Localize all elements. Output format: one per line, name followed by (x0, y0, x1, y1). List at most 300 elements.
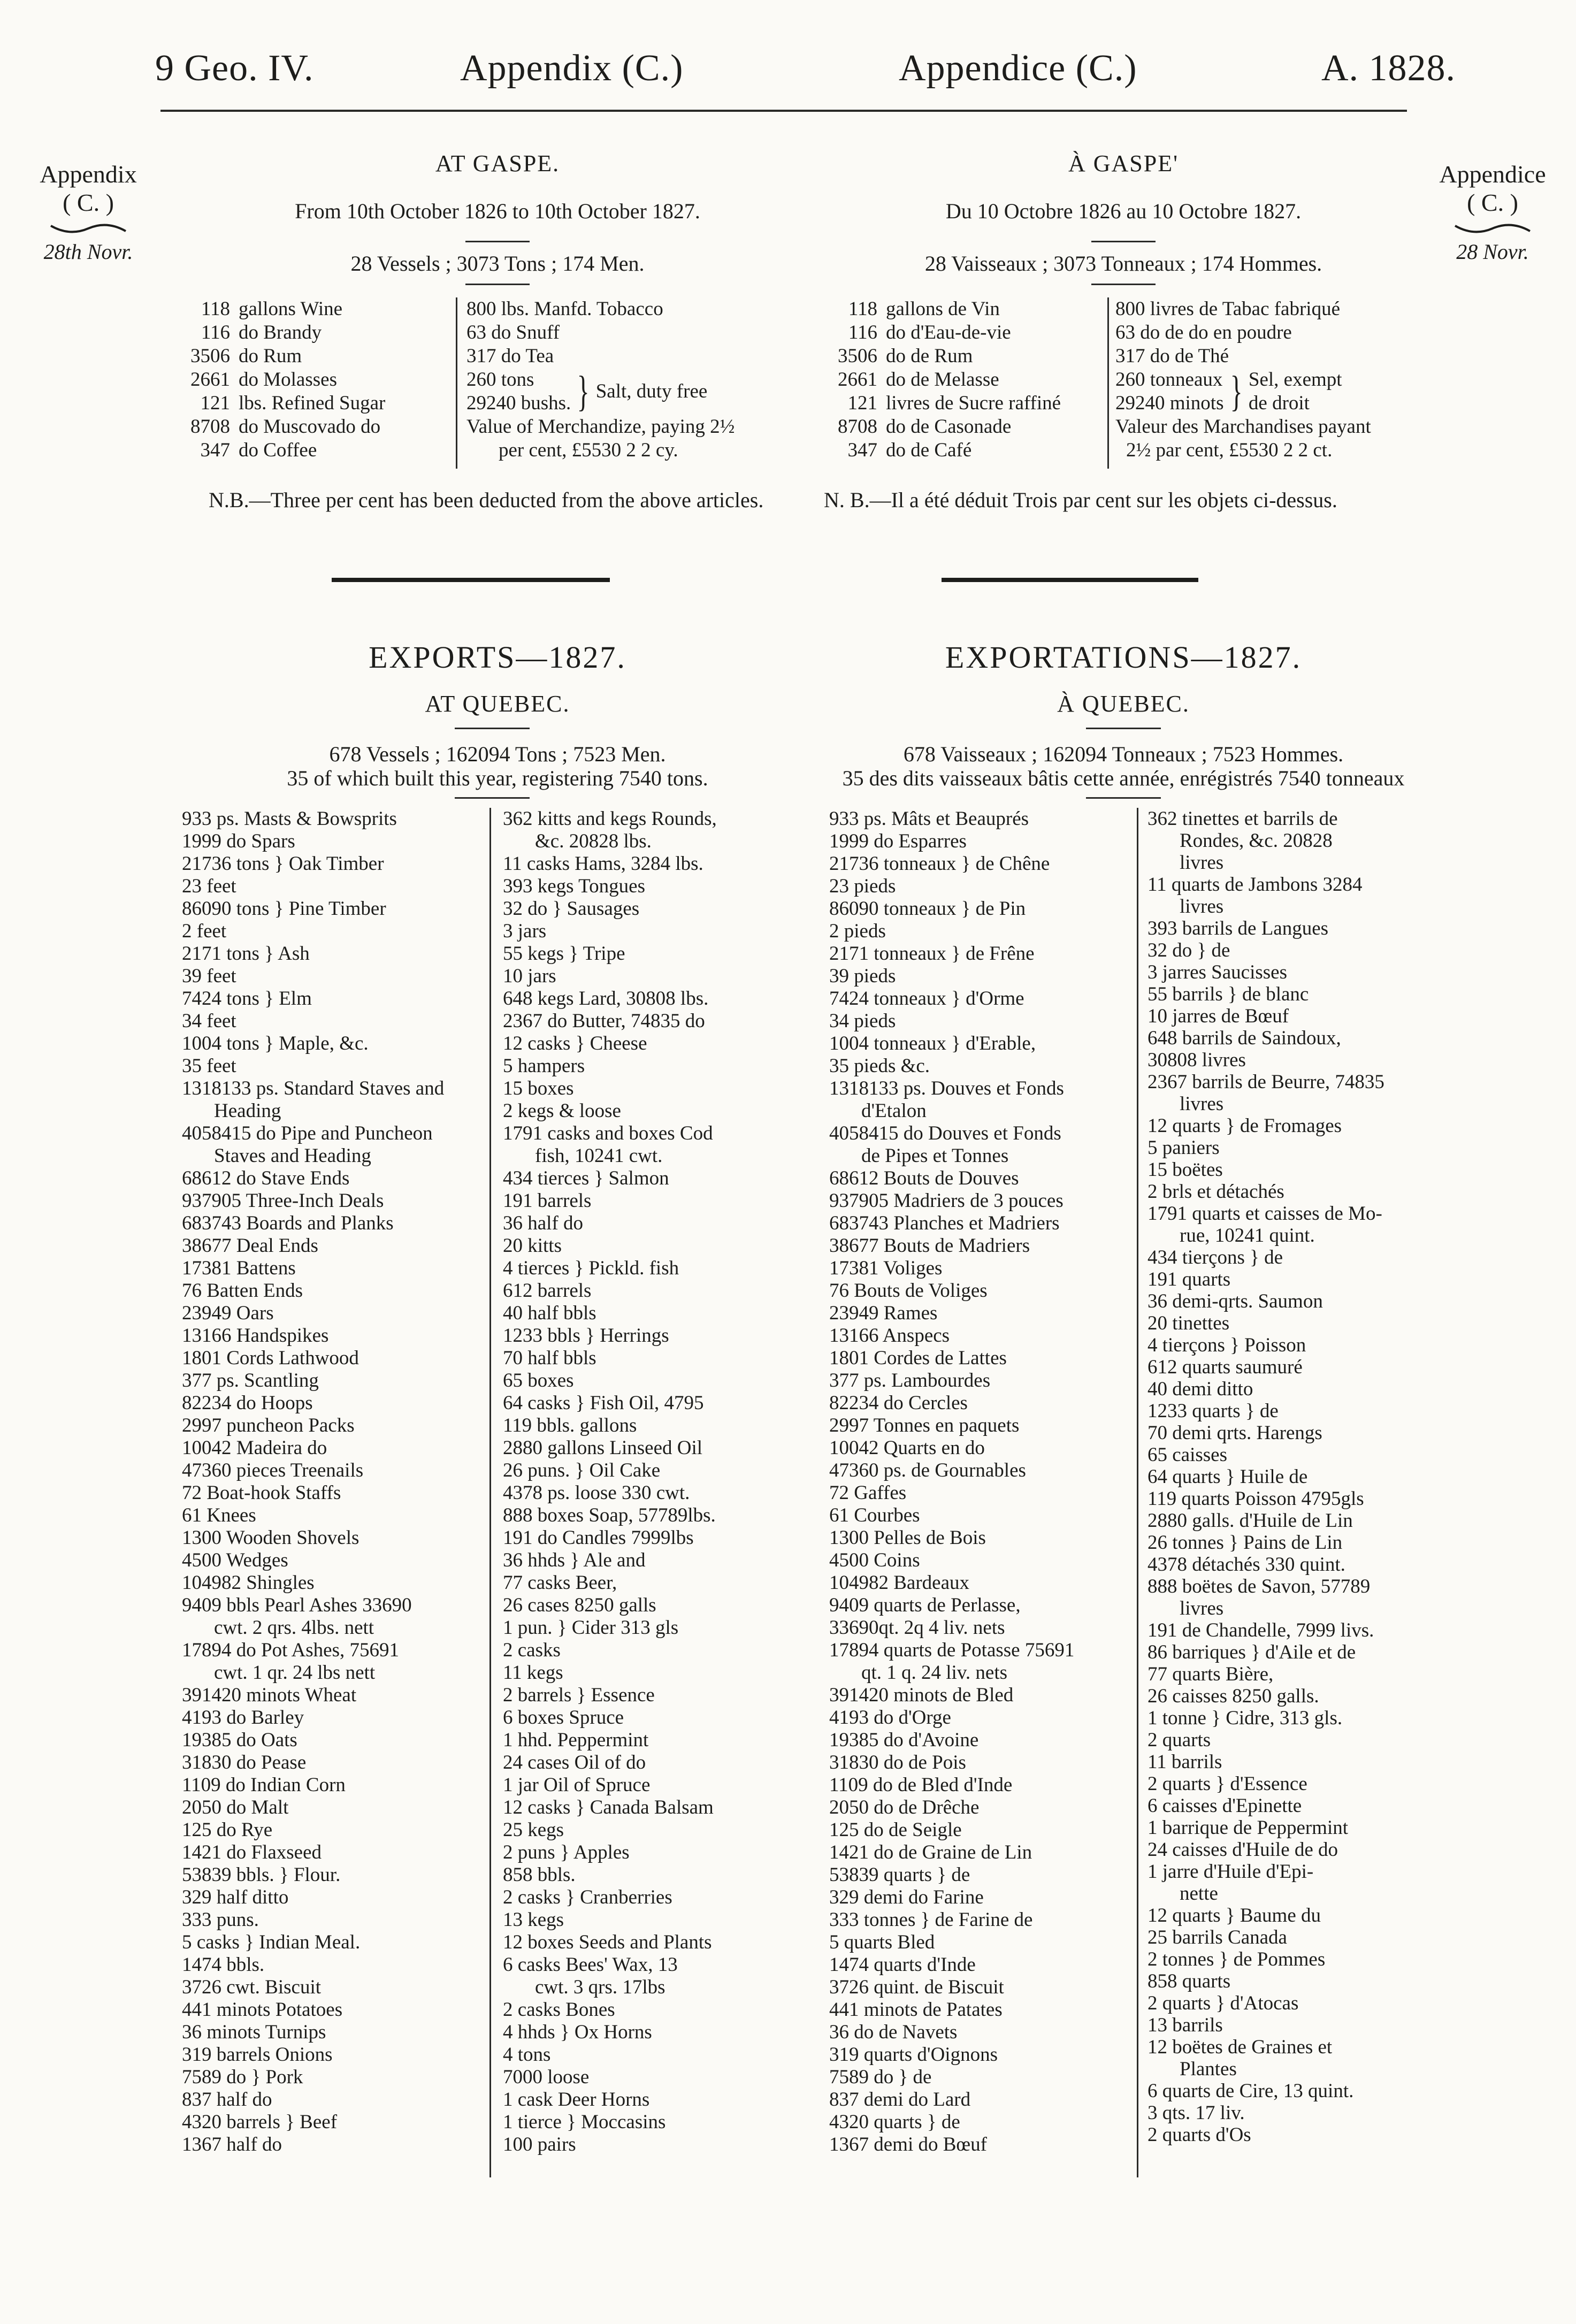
exports-en-short-rule (455, 797, 530, 799)
gaspe-fr-salt-bushels: 29240 minots (1115, 392, 1224, 414)
export-line: 1300 Pelles de Bois (829, 1527, 986, 1549)
export-line: livres (1180, 1597, 1224, 1619)
export-line: 2880 gallons Linseed Oil (503, 1437, 703, 1459)
export-line: 77 quarts Bière, (1147, 1663, 1274, 1685)
export-line: 191 do Candles 7999lbs (503, 1527, 694, 1549)
item-description: do de Melasse (886, 369, 999, 391)
export-line: 76 Bouts de Voliges (829, 1280, 988, 1302)
list-item (824, 439, 1102, 462)
exports-fr-summary: 678 Vaisseaux ; 162094 Tonneaux ; 7523 Hommes. (903, 742, 1344, 766)
export-line: 937905 Madriers de 3 pouces (829, 1190, 1064, 1212)
export-line: 36 do de Navets (829, 2021, 958, 2043)
gaspe-en-period: From 10th October 1826 to 10th October 1827. (295, 199, 700, 223)
export-line: 2171 tons } Ash (182, 943, 310, 965)
export-line: 26 cases 8250 galls (503, 1594, 656, 1616)
export-line: 2050 do Malt (182, 1796, 289, 1818)
export-line: 1421 do Flaxseed (182, 1841, 322, 1863)
export-line: 2367 barrils de Beurre, 74835 (1147, 1071, 1384, 1093)
export-line: 2 barrels } Essence (503, 1684, 655, 1706)
export-line: 64 quarts } Huile de (1147, 1466, 1308, 1488)
item-quantity: 3506 (838, 345, 877, 367)
export-line: Plantes (1180, 2058, 1237, 2080)
export-line: 119 quarts Poisson 4795gls (1147, 1488, 1364, 1510)
export-line: 15 boëtes (1147, 1159, 1223, 1181)
export-line: 683743 Planches et Madriers (829, 1212, 1060, 1234)
export-line: 4320 barrels } Beef (182, 2111, 338, 2133)
export-line: 319 barrels Onions (182, 2044, 333, 2066)
export-line: 837 demi do Lard (829, 2089, 971, 2111)
export-line: 612 barrels (503, 1280, 592, 1302)
export-line: 191 barrels (503, 1190, 592, 1212)
export-line: 441 minots Potatoes (182, 1999, 343, 2021)
export-line: 6 quarts de Cire, 13 quint. (1147, 2080, 1354, 2102)
export-line: 434 tierces } Salmon (503, 1167, 669, 1189)
item-quantity: 121 (200, 392, 230, 414)
export-line: 9409 quarts de Perlasse, (829, 1594, 1021, 1616)
export-line: 82234 do Cercles (829, 1392, 968, 1414)
exports-en-summary: 678 Vessels ; 162094 Tons ; 7523 Men. (329, 742, 666, 766)
export-line: 65 caisses (1147, 1444, 1227, 1466)
export-line: 333 puns. (182, 1909, 259, 1931)
list-item (177, 368, 455, 392)
gaspe-en-divider (456, 297, 457, 469)
export-line: 5 quarts Bled (829, 1931, 935, 1953)
export-line: 391420 minots de Bled (829, 1684, 1014, 1706)
export-line: 125 do Rye (182, 1819, 273, 1841)
export-line: 1 jar Oil of Spruce (503, 1774, 651, 1796)
export-line: 2 quarts (1147, 1729, 1211, 1751)
item-description: do Coffee (239, 439, 317, 461)
margin-right-note (1426, 160, 1559, 264)
export-line: 683743 Boards and Planks (182, 1212, 394, 1234)
export-line: 23 pieds (829, 875, 896, 897)
item-description: lbs. Refined Sugar (239, 392, 386, 414)
export-line: 1474 bbls. (182, 1954, 265, 1976)
item-quantity: 3506 (190, 345, 230, 367)
item-description: do de Rum (886, 345, 973, 367)
export-line: 39 feet (182, 965, 236, 987)
gaspe-en-short-rule (465, 241, 530, 242)
export-line: 3 qts. 17 liv. (1147, 2102, 1245, 2124)
export-line: 104982 Bardeaux (829, 1572, 970, 1594)
exports-fr-title: EXPORTATIONS—1827. (945, 640, 1302, 675)
export-line: 888 boëtes de Savon, 57789 (1147, 1576, 1371, 1597)
export-line: 9409 bbls Pearl Ashes 33690 (182, 1594, 412, 1616)
export-line: 7589 do } Pork (182, 2066, 303, 2088)
export-line: 7424 tonneaux } d'Orme (829, 988, 1024, 1010)
export-line: 1 cask Deer Horns (503, 2089, 650, 2111)
item-quantity: 116 (848, 322, 877, 343)
export-line: 23 feet (182, 875, 236, 897)
export-line: 319 quarts d'Oignons (829, 2044, 998, 2066)
export-line: Staves and Heading (214, 1145, 371, 1167)
export-line: 12 quarts } de Fromages (1147, 1115, 1342, 1137)
item-description: do Molasses (239, 369, 337, 391)
export-line: 4378 détachés 330 quint. (1147, 1554, 1345, 1576)
export-line: 4193 do Barley (182, 1707, 304, 1729)
export-line: 119 bbls. gallons (503, 1415, 637, 1436)
export-line: 937905 Three-Inch Deals (182, 1190, 384, 1212)
item-quantity: 118 (848, 298, 877, 320)
export-line: 17894 do Pot Ashes, 75691 (182, 1639, 400, 1661)
header-rule (160, 110, 1407, 112)
export-line: 104982 Shingles (182, 1572, 315, 1594)
export-line: 4 hhds } Ox Horns (503, 2021, 652, 2043)
gaspe-en-salt-label: Salt, duty free (595, 380, 708, 402)
export-line: 612 quarts saumuré (1147, 1356, 1303, 1378)
export-line: 35 feet (182, 1055, 236, 1077)
export-line: 333 tonnes } de Farine de (829, 1909, 1033, 1931)
export-line: 34 feet (182, 1010, 236, 1032)
exports-en-divider (489, 808, 491, 2177)
margin-left-title: Appendix (40, 160, 137, 188)
gaspe-en-item: 317 do Tea (466, 345, 554, 367)
gaspe-en-value: Value of Merchandize, paying 2½ (466, 416, 735, 438)
export-line: 32 do } de (1147, 939, 1230, 961)
export-line: livres (1180, 852, 1224, 874)
export-line: &c. 20828 lbs. (535, 830, 652, 852)
exports-fr-subtitle: À QUEBEC. (1057, 691, 1190, 717)
export-line: 72 Boat-hook Staffs (182, 1482, 341, 1504)
export-line: 362 kitts and kegs Rounds, (503, 808, 717, 830)
export-line: de Pipes et Tonnes (861, 1145, 1009, 1167)
export-line: 17381 Voliges (829, 1257, 943, 1279)
export-line: 1 hhd. Peppermint (503, 1729, 649, 1751)
export-line: 47360 ps. de Gournables (829, 1459, 1026, 1481)
export-line: 1421 do de Graine de Lin (829, 1841, 1032, 1863)
export-line: 12 quarts } Baume du (1147, 1905, 1321, 1927)
export-line: 2 quarts } d'Atocas (1147, 1992, 1299, 2014)
export-line: 12 casks } Canada Balsam (503, 1796, 714, 1818)
export-line: 933 ps. Mâts et Beauprés (829, 808, 1029, 830)
export-line: 26 tonnes } Pains de Lin (1147, 1532, 1343, 1554)
export-line: 15 boxes (503, 1077, 574, 1099)
export-line: 329 half ditto (182, 1886, 289, 1908)
header-regnal-year: 9 Geo. IV. (155, 48, 314, 89)
export-line: 20 tinettes (1147, 1312, 1230, 1334)
export-line: 31830 do Pease (182, 1752, 307, 1773)
header-appendix-en: Appendix (C.) (460, 48, 684, 89)
export-line: Heading (214, 1100, 281, 1122)
export-line: 191 quarts (1147, 1268, 1231, 1290)
export-line: 2 brls et détachés (1147, 1181, 1284, 1203)
margin-left-date: 28th Novr. (43, 239, 133, 264)
margin-right-date: 28 Novr. (1456, 239, 1529, 264)
item-quantity: 116 (201, 322, 230, 343)
export-line: 19385 do Oats (182, 1729, 297, 1751)
gaspe-fr-salt-tons: 260 tonneaux (1115, 369, 1223, 391)
export-line: 2 casks Bones (503, 1999, 615, 2021)
export-line: 4500 Wedges (182, 1549, 288, 1571)
export-line: 1367 half do (182, 2134, 282, 2155)
gaspe-fr-salt-label: Sel, exempt (1248, 369, 1342, 391)
exports-en-col1 (182, 808, 487, 2156)
export-line: 34 pieds (829, 1010, 896, 1032)
export-line: 32 do } Sausages (503, 898, 640, 920)
export-line: livres (1180, 1093, 1224, 1115)
export-line: 76 Batten Ends (182, 1280, 303, 1302)
list-item (177, 297, 455, 321)
export-line: 1 tierce } Moccasins (503, 2111, 666, 2133)
margin-right-letter: ( C. ) (1467, 188, 1518, 216)
item-quantity: 2661 (838, 369, 877, 391)
export-line: 10 jars (503, 965, 556, 987)
export-line: 23949 Rames (829, 1302, 938, 1324)
export-line: 19385 do d'Avoine (829, 1729, 979, 1751)
export-line: 39 pieds (829, 965, 896, 987)
export-line: 2 quarts d'Os (1147, 2124, 1251, 2146)
gaspe-fr-summary: 28 Vaisseaux ; 3073 Tonneaux ; 174 Hommes. (924, 251, 1322, 276)
gaspe-en-right-list (466, 297, 820, 462)
gaspe-fr-period: Du 10 Octobre 1826 au 10 Octobre 1827. (945, 199, 1302, 223)
list-item (177, 439, 455, 462)
gaspe-fr-salt-label: de droit (1248, 392, 1310, 414)
export-line: 377 ps. Scantling (182, 1370, 319, 1392)
export-line: 40 half bbls (503, 1302, 596, 1324)
export-line: rue, 10241 quint. (1180, 1225, 1315, 1247)
export-line: 2 feet (182, 920, 227, 942)
exports-fr-col1 (829, 808, 1134, 2156)
export-line: 21736 tonneaux } de Chêne (829, 853, 1050, 875)
gaspe-fr-divider (1107, 297, 1109, 469)
exports-en-col2 (503, 808, 824, 2156)
margin-left-letter: ( C. ) (63, 188, 114, 216)
export-line: 11 kegs (503, 1662, 563, 1684)
header-year: A. 1828. (1321, 48, 1456, 89)
export-line: 5 casks } Indian Meal. (182, 1931, 361, 1953)
export-line: 4058415 do Pipe and Puncheon (182, 1122, 433, 1144)
export-line: 30808 livres (1147, 1049, 1246, 1071)
export-line: 362 tinettes et barrils de (1147, 808, 1338, 830)
export-line: 12 boëtes de Graines et (1147, 2036, 1333, 2058)
export-line: 53839 quarts } de (829, 1864, 970, 1886)
export-line: 11 casks Hams, 3284 lbs. (503, 853, 703, 875)
export-line: 1 jarre d'Huile d'Epi- (1147, 1861, 1314, 1883)
list-item (824, 368, 1102, 392)
export-line: 10042 Madeira do (182, 1437, 327, 1459)
export-line: 7589 do } de (829, 2066, 932, 2088)
brace-icon: } (1230, 368, 1243, 415)
gaspe-en-note: N.B.—Three per cent has been deducted from the above articles. (209, 488, 764, 512)
list-item (177, 345, 455, 368)
item-quantity: 8708 (838, 416, 877, 438)
header-appendix-fr: Appendice (C.) (899, 48, 1137, 89)
export-line: 7424 tons } Elm (182, 988, 312, 1010)
export-line: 24 caisses d'Huile de do (1147, 1839, 1338, 1861)
export-line: 888 boxes Soap, 57789lbs. (503, 1504, 716, 1526)
list-item (177, 415, 455, 439)
export-line: 393 barrils de Langues (1147, 918, 1329, 939)
export-line: 3726 quint. de Biscuit (829, 1976, 1004, 1998)
gaspe-en-summary: 28 Vessels ; 3073 Tons ; 174 Men. (350, 251, 645, 276)
export-line: 2997 Tonnes en paquets (829, 1415, 1020, 1436)
export-line: nette (1180, 1883, 1218, 1905)
list-item (177, 321, 455, 345)
gaspe-en-short-rule (465, 284, 530, 285)
export-line: 68612 do Stave Ends (182, 1167, 350, 1189)
export-line: 2997 puncheon Packs (182, 1415, 355, 1436)
export-line: 1109 do Indian Corn (182, 1774, 346, 1796)
export-line: 11 quarts de Jambons 3284 (1147, 874, 1363, 896)
export-line: 2 casks (503, 1639, 561, 1661)
export-line: 434 tierçons } de (1147, 1247, 1283, 1268)
swash-ornament-icon (1452, 220, 1533, 236)
export-line: qt. 1 q. 24 liv. nets (861, 1662, 1008, 1684)
export-line: 933 ps. Masts & Bowsprits (182, 808, 397, 830)
export-line: fish, 10241 cwt. (535, 1145, 663, 1167)
export-line: 7000 loose (503, 2066, 590, 2088)
export-line: 2 tonnes } de Pommes (1147, 1948, 1326, 1970)
export-line: 40 demi ditto (1147, 1378, 1253, 1400)
export-line: 191 de Chandelle, 7999 livs. (1147, 1619, 1374, 1641)
item-description: do de Café (886, 439, 972, 461)
export-line: 36 demi-qrts. Saumon (1147, 1290, 1323, 1312)
gaspe-fr-item: 63 do de do en poudre (1115, 322, 1292, 343)
exports-fr-summary-built: 35 des dits vaisseaux bâtis cette année, enrégistrés 7540 tonneaux (842, 766, 1405, 790)
export-line: 1 barrique de Peppermint (1147, 1817, 1349, 1839)
gaspe-en-salt-tons: 260 tons (466, 369, 534, 391)
brace-icon: } (577, 368, 590, 415)
export-line: 12 boxes Seeds and Plants (503, 1931, 712, 1953)
item-quantity: 121 (847, 392, 877, 414)
export-line: 1999 do Esparres (829, 830, 967, 852)
export-line: livres (1180, 896, 1224, 918)
export-line: 2 puns } Apples (503, 1841, 630, 1863)
export-line: 72 Gaffes (829, 1482, 907, 1504)
export-line: cwt. 1 qr. 24 lbs nett (214, 1662, 376, 1684)
exports-en-title: EXPORTS—1827. (369, 640, 626, 675)
gaspe-fr-short-rule (1091, 241, 1156, 242)
export-line: 21736 tons } Oak Timber (182, 853, 384, 875)
item-description: do Muscovado do (239, 416, 381, 438)
list-item (177, 392, 455, 415)
exports-fr-col2 (1147, 808, 1436, 2146)
export-line: 70 demi qrts. Harengs (1147, 1422, 1322, 1444)
export-line: cwt. 2 qrs. 4lbs. nett (214, 1617, 374, 1639)
export-line: 4 tons (503, 2044, 551, 2066)
export-line: 5 paniers (1147, 1137, 1220, 1159)
export-line: 393 kegs Tongues (503, 875, 645, 897)
gaspe-fr-item: 800 livres de Tabac fabriqué (1115, 298, 1341, 320)
export-line: 2 casks } Cranberries (503, 1886, 672, 1908)
gaspe-en-salt-bushels: 29240 bushs. (466, 392, 571, 414)
export-line: 1233 quarts } de (1147, 1400, 1279, 1422)
section-rule-en (332, 578, 610, 582)
export-line: 13 kegs (503, 1909, 564, 1931)
item-description: livres de Sucre raffiné (886, 392, 1061, 414)
export-line: 6 casks Bees' Wax, 13 (503, 1954, 678, 1976)
item-quantity: 347 (200, 439, 230, 461)
export-line: 2367 do Butter, 74835 do (503, 1010, 705, 1032)
item-quantity: 2661 (190, 369, 230, 391)
export-line: 26 caisses 8250 galls. (1147, 1685, 1319, 1707)
export-line: 25 barrils Canada (1147, 1927, 1287, 1948)
export-line: 86090 tonneaux } de Pin (829, 898, 1026, 920)
export-line: 1474 quarts d'Inde (829, 1954, 976, 1976)
exports-en-short-rule (455, 728, 530, 729)
gaspe-en-item: 63 do Snuff (466, 322, 560, 343)
export-line: 86 barriques } d'Aile et de (1147, 1641, 1356, 1663)
export-line: 2 pieds (829, 920, 886, 942)
export-line: 10 jarres de Bœuf (1147, 1005, 1289, 1027)
export-line: 13166 Handspikes (182, 1325, 329, 1347)
export-line: 61 Courbes (829, 1504, 920, 1526)
export-line: 77 casks Beer, (503, 1572, 617, 1594)
list-item (824, 297, 1102, 321)
export-line: 1367 demi do Bœuf (829, 2134, 987, 2155)
export-line: 1233 bbls } Herrings (503, 1325, 669, 1347)
export-line: 3 jarres Saucisses (1147, 961, 1287, 983)
export-line: 11 barrils (1147, 1751, 1222, 1773)
export-line: 82234 do Hoops (182, 1392, 313, 1414)
export-line: 648 kegs Lard, 30808 lbs. (503, 988, 709, 1010)
exports-fr-short-rule (1086, 797, 1161, 799)
export-line: 1 tonne } Cidre, 313 gls. (1147, 1707, 1343, 1729)
export-line: 25 kegs (503, 1819, 564, 1841)
export-line: 38677 Bouts de Madriers (829, 1235, 1030, 1257)
export-line: 68612 Bouts de Douves (829, 1167, 1019, 1189)
export-line: cwt. 3 qrs. 17lbs (535, 1976, 665, 1998)
export-line: 1004 tons } Maple, &c. (182, 1033, 369, 1054)
export-line: 17381 Battens (182, 1257, 296, 1279)
export-line: 391420 minots Wheat (182, 1684, 357, 1706)
export-line: 329 demi do Farine (829, 1886, 984, 1908)
export-line: 1318133 ps. Douves et Fonds (829, 1077, 1064, 1099)
export-line: 100 pairs (503, 2134, 576, 2155)
export-line: 1791 quarts et caisses de Mo- (1147, 1203, 1382, 1225)
item-description: do d'Eau-de-vie (886, 322, 1011, 343)
export-line: 53839 bbls. } Flour. (182, 1864, 341, 1886)
list-item (824, 321, 1102, 345)
export-line: 858 bbls. (503, 1864, 576, 1886)
export-line: 24 cases Oil of do (503, 1752, 646, 1773)
export-line: 125 do de Seigle (829, 1819, 962, 1841)
gaspe-en-left-list (177, 297, 455, 462)
export-line: 4 tierçons } Poisson (1147, 1334, 1306, 1356)
export-line: 38677 Deal Ends (182, 1235, 318, 1257)
exports-fr-short-rule (1086, 728, 1161, 729)
export-line: 35 pieds &c. (829, 1055, 930, 1077)
export-line: 648 barrils de Saindoux, (1147, 1027, 1341, 1049)
item-description: do Rum (239, 345, 302, 367)
item-description: gallons de Vin (886, 298, 1000, 320)
exports-en-subtitle: AT QUEBEC. (425, 691, 570, 717)
export-line: 4 tierces } Pickld. fish (503, 1257, 679, 1279)
export-line: 86090 tons } Pine Timber (182, 898, 386, 920)
export-line: 23949 Oars (182, 1302, 274, 1324)
export-line: 47360 pieces Treenails (182, 1459, 364, 1481)
export-line: 2 kegs & loose (503, 1100, 621, 1122)
swash-ornament-icon (48, 220, 128, 236)
gaspe-fr-right-list (1115, 297, 1426, 462)
export-line: 33690qt. 2q 4 liv. nets (829, 1617, 1005, 1639)
section-rule-fr (942, 578, 1198, 582)
gaspe-fr-left-list (824, 297, 1102, 462)
export-line: 64 casks } Fish Oil, 4795 (503, 1392, 704, 1414)
export-line: 1300 Wooden Shovels (182, 1527, 359, 1549)
export-line: 1801 Cordes de Lattes (829, 1347, 1007, 1369)
gaspe-fr-short-rule (1091, 284, 1156, 285)
export-line: 1801 Cords Lathwood (182, 1347, 359, 1369)
gaspe-fr-title: À GASPE' (1068, 150, 1179, 177)
margin-right-title: Appendice (1439, 160, 1546, 188)
export-line: 36 hhds } Ale and (503, 1549, 646, 1571)
export-line: 1 pun. } Cider 313 gls (503, 1617, 679, 1639)
export-line: 20 kitts (503, 1235, 562, 1257)
export-line: 26 puns. } Oil Cake (503, 1459, 661, 1481)
export-line: 441 minots de Patates (829, 1999, 1003, 2021)
export-line: 31830 do de Pois (829, 1752, 966, 1773)
